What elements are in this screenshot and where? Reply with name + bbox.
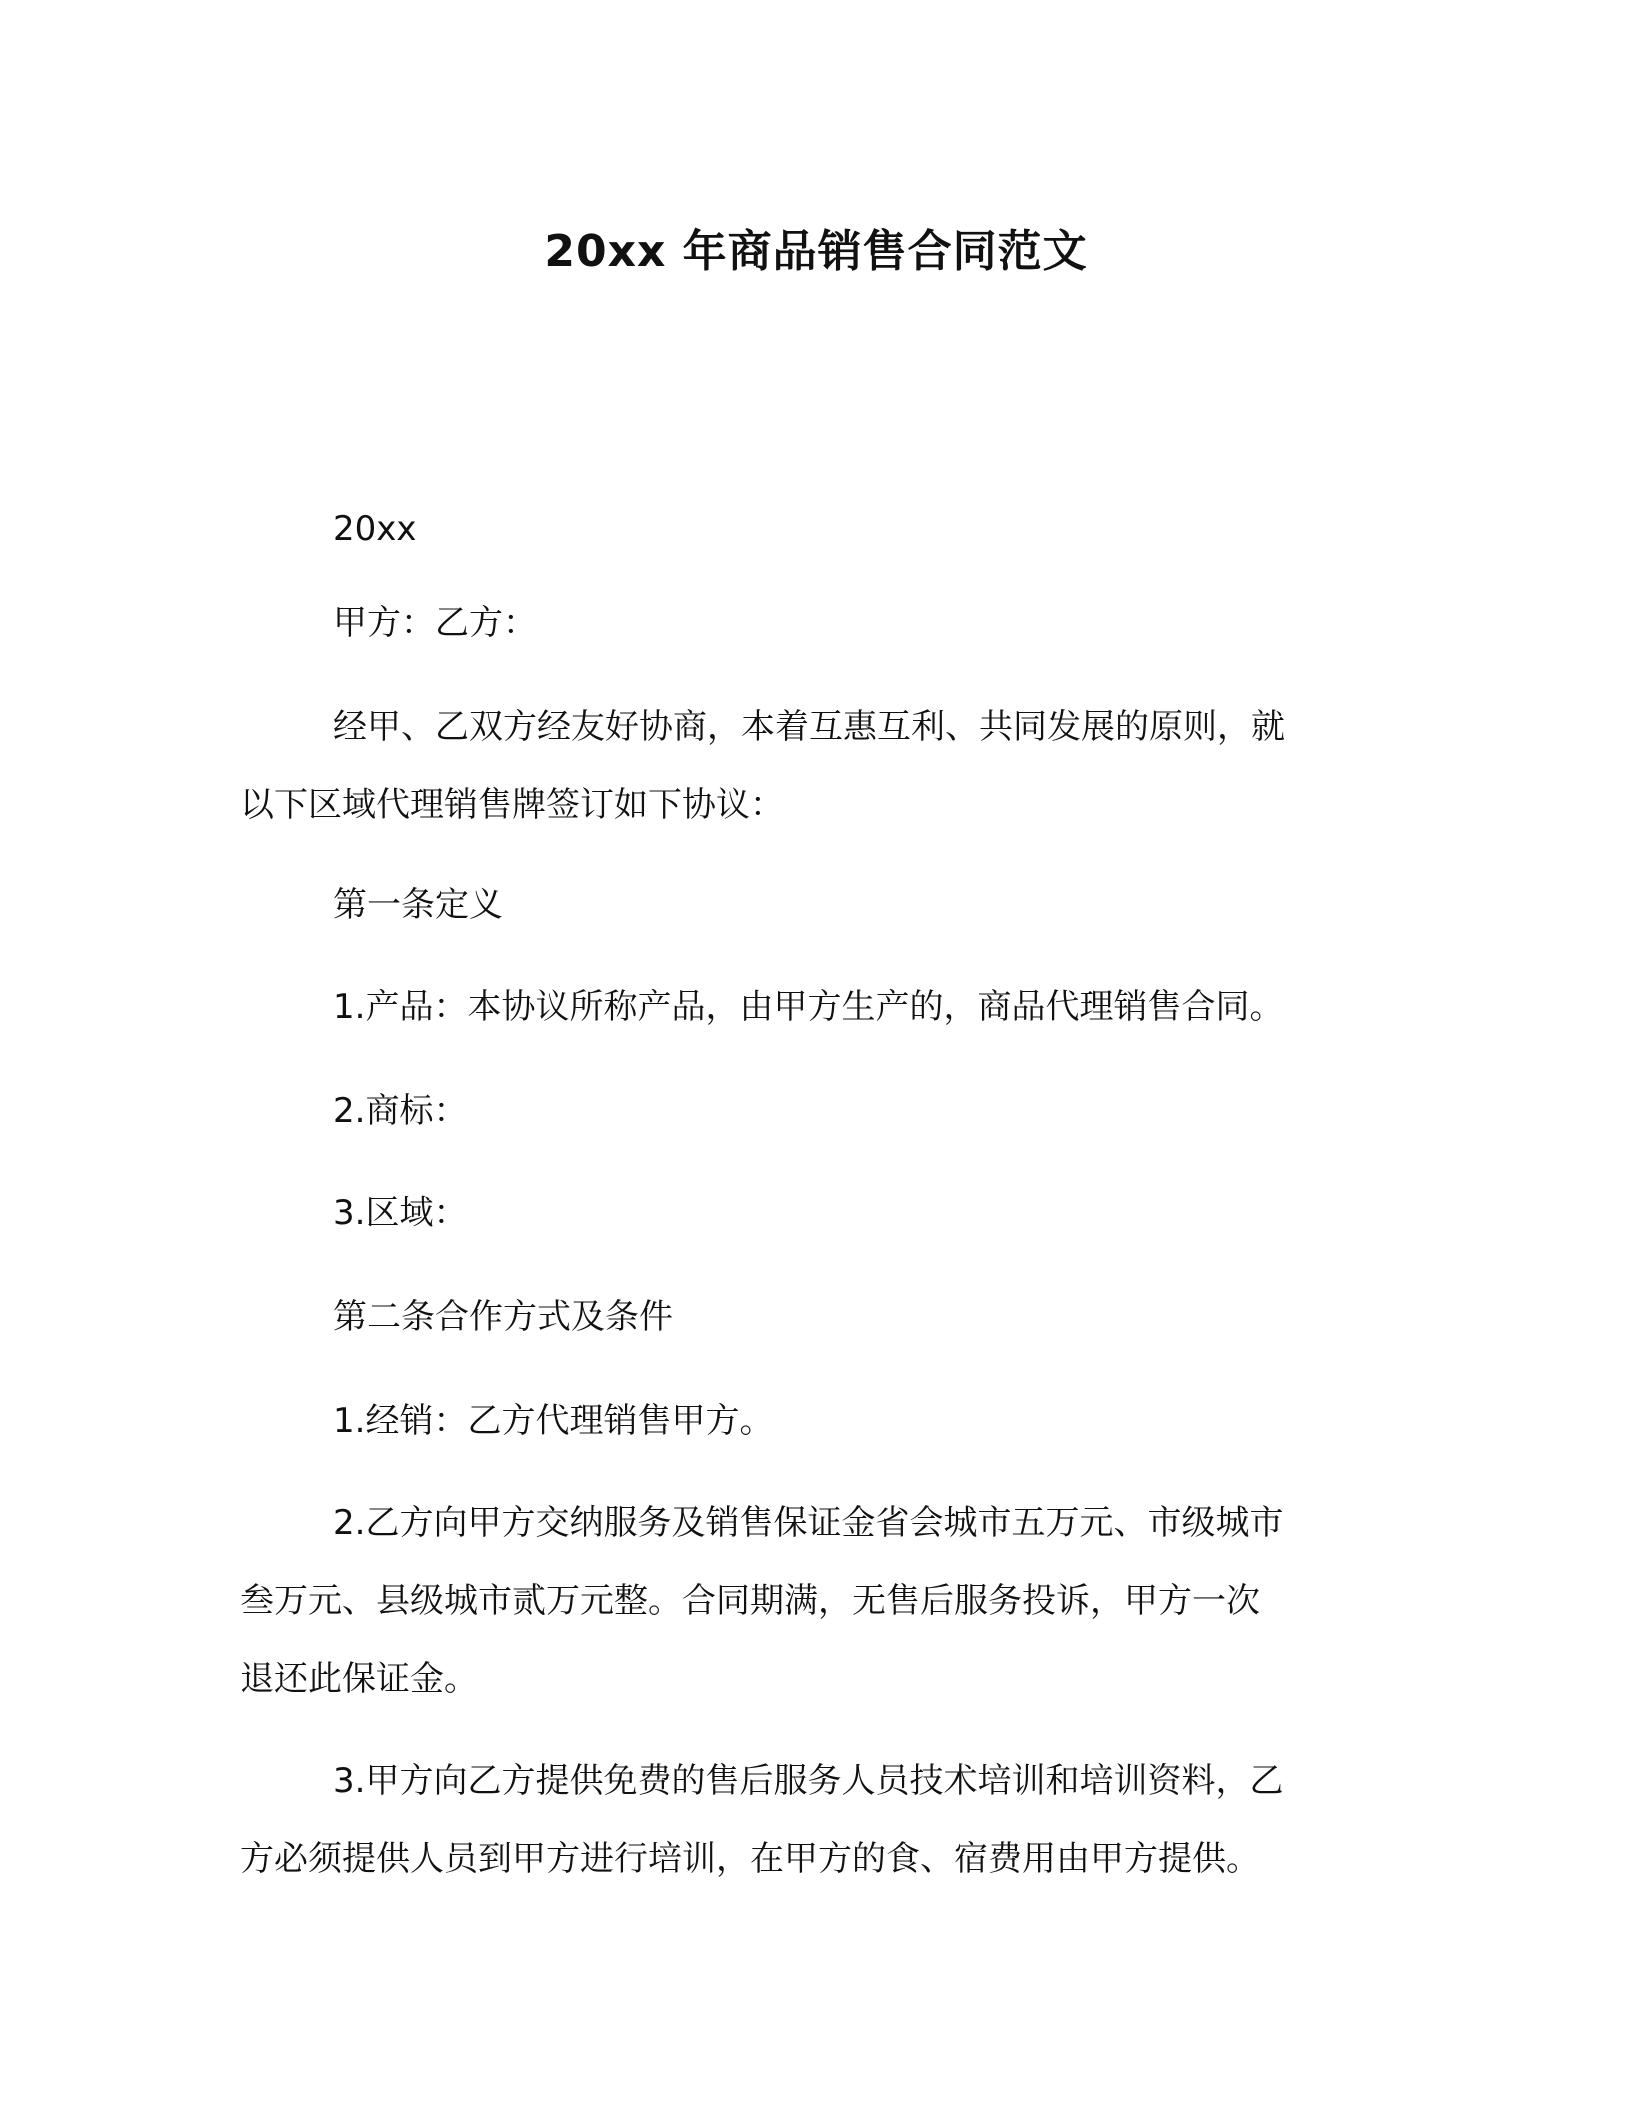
date-line: 20xx xyxy=(333,509,417,549)
article-2-item-3-line-1: 3.甲方向乙方提供免费的售后服务人员技术培训和培训资料，乙 xyxy=(333,1761,1284,1801)
article-2-item-2-line-1: 2.乙方向甲方交纳服务及销售保证金省会城市五万元、市级城市 xyxy=(333,1503,1284,1543)
article-1-item-3: 3.区域： xyxy=(333,1193,468,1233)
article-1-heading: 第一条定义 xyxy=(333,885,503,925)
article-1-item-1: 1.产品：本协议所称产品，由甲方生产的，商品代理销售合同。 xyxy=(333,987,1284,1027)
article-2-item-1: 1.经销：乙方代理销售甲方。 xyxy=(333,1401,774,1441)
document-title: 20xx 年商品销售合同范文 xyxy=(544,226,1088,277)
article-1-item-2: 2.商标： xyxy=(333,1091,468,1131)
article-2-item-2-line-3: 退还此保证金。 xyxy=(240,1659,478,1699)
intro-paragraph-line-2: 以下区域代理销售牌签订如下协议： xyxy=(240,785,784,825)
intro-paragraph-line-1: 经甲、乙双方经友好协商，本着互惠互利、共同发展的原则，就 xyxy=(333,707,1285,747)
article-2-item-3-line-2: 方必须提供人员到甲方进行培训，在甲方的食、宿费用由甲方提供。 xyxy=(240,1839,1260,1879)
article-2-heading: 第二条合作方式及条件 xyxy=(333,1297,673,1337)
article-2-item-2-line-2: 叁万元、县级城市贰万元整。合同期满，无售后服务投诉，甲方一次 xyxy=(240,1581,1260,1621)
parties-line: 甲方：乙方： xyxy=(333,603,537,643)
